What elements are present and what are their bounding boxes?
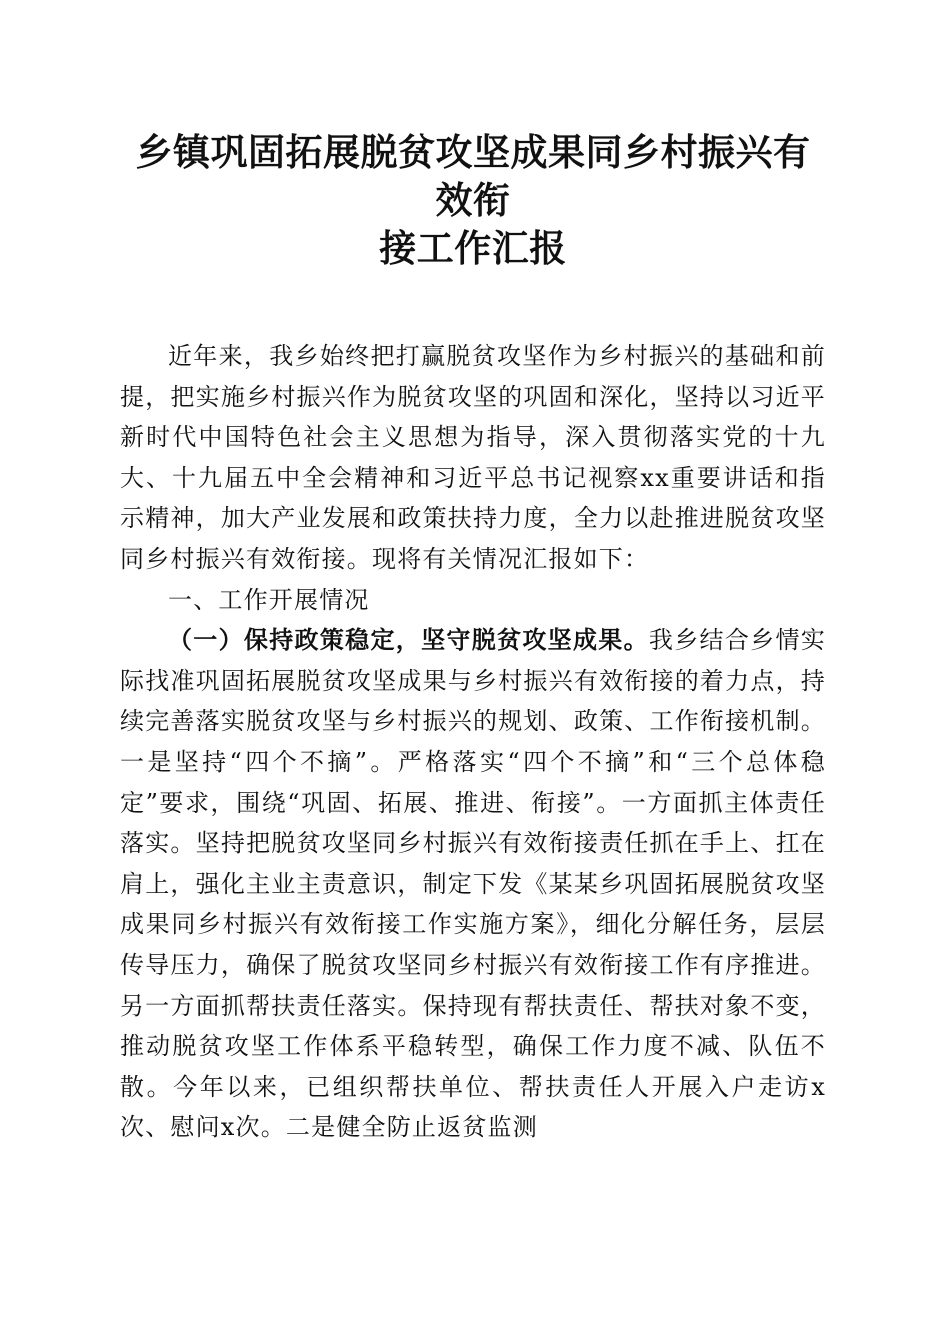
title-line-1: 乡镇巩固拓展脱贫攻坚成果同乡村振兴有效衔	[135, 130, 811, 222]
subsection-paragraph	[120, 620, 826, 1148]
section-heading: 一、工作开展情况	[168, 585, 370, 614]
intro-paragraph: 近年来，我乡始终把打赢脱贫攻坚作为乡村振兴的基础和前提，把实施乡村振兴作为脱贫攻坚的巩固和深化，坚持以习近平新时代中国特色社会主义思想为指导，深入贯彻落实党的十九大、十九届五中全会精神和习近平总书记视察xx重要讲话和指示精神，加大产业发展和政策扶持力度，全力以赴推进脱贫攻坚同乡村振兴有效衔接。现将有关情况汇报如下：	[120, 342, 826, 573]
document-page	[120, 128, 826, 1148]
document-body	[120, 336, 826, 1148]
title-line-2: 接工作汇报	[379, 226, 567, 270]
subsection-lead: （一）保持政策稳定，坚守脱贫攻坚成果。	[168, 625, 649, 655]
subsection-text: 我乡结合乡情实际找准巩固拓展脱贫攻坚成果与乡村振兴有效衔接的着力点，持续完善落实脱贫攻坚与乡村振兴的规划、政策、工作衔接机制。一是坚持“四个不摘”。严格落实“四个不摘”和“三个总体稳定”要求，围绕“巩固、拓展、推进、衔接”。一方面抓主体责任落实。坚持把脱贫攻坚同乡村振兴有效衔接责任抓在手上、扛在肩上，强化主业主责意识，制定下发《某某乡巩固拓展脱贫攻坚成果同乡村振兴有效衔接工作实施方案》，细化分解任务，层层传导压力，确保了脱贫攻坚同乡村振兴有效衔接工作有序推进。另一方面抓帮扶责任落实。保持现有帮扶责任、帮扶对象不变，推动脱贫攻坚工作体系平稳转型，确保工作力度不减、队伍不散。今年以来，已组织帮扶单位、帮扶责任人开展入户走访x次、慰问x次。二是健全防止返贫监测	[120, 626, 826, 1142]
document-title	[120, 128, 826, 272]
